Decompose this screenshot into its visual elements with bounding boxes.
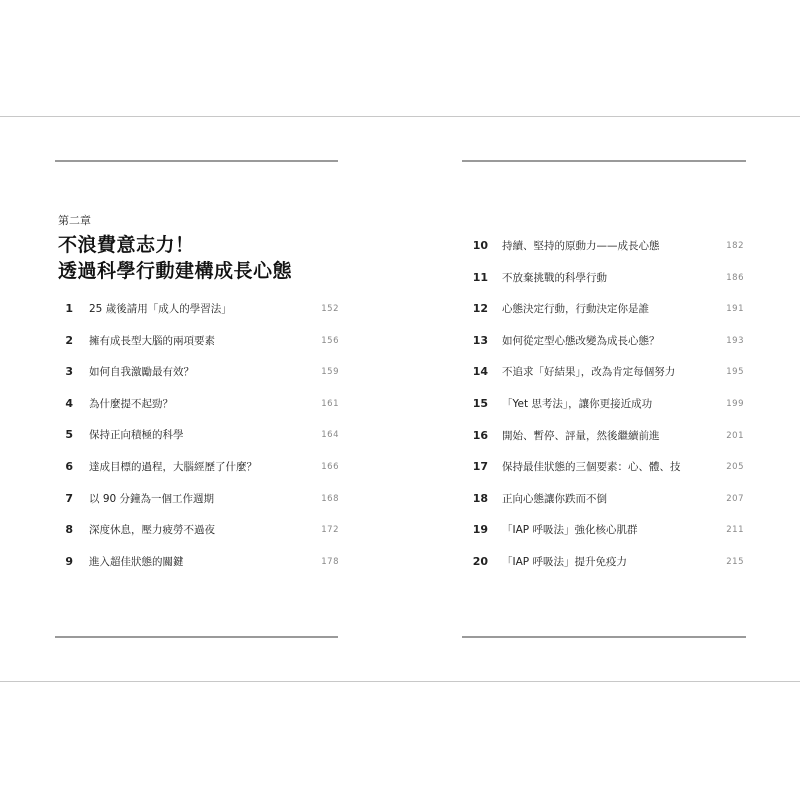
- toc-entry[interactable]: [462, 268, 744, 288]
- toc-entry-number: 10: [472, 239, 488, 252]
- toc-entry-title: 正向心態讓你跌而不倒: [502, 492, 607, 505]
- toc-entry-page-number: 195: [726, 367, 744, 378]
- toc-entry-title: 以 90 分鐘為一個工作週期: [89, 492, 215, 505]
- toc-entry-page-number: 193: [726, 335, 744, 346]
- toc-entry-page-number: 207: [726, 493, 744, 504]
- toc-entry[interactable]: [57, 489, 339, 509]
- chapter-title-line-2: 透過科學行動建構成長心態: [58, 260, 293, 282]
- toc-entry[interactable]: [462, 331, 744, 351]
- toc-entry[interactable]: [462, 394, 744, 414]
- toc-entry[interactable]: [57, 457, 339, 477]
- toc-entry[interactable]: [57, 299, 339, 319]
- toc-entry-title: 持續、堅持的原動力——成長心態: [502, 240, 660, 252]
- toc-entry-page-number: 191: [726, 304, 744, 315]
- toc-entry[interactable]: [57, 520, 339, 540]
- chapter-title-line-1: 不浪費意志力！: [58, 234, 195, 256]
- toc-entry-number: 16: [472, 428, 488, 442]
- toc-entry[interactable]: [462, 489, 744, 509]
- toc-entry[interactable]: [462, 552, 744, 572]
- right-bottom-rule: [462, 636, 746, 638]
- toc-entry-title: 如何從定型心態改變為成長心態？: [502, 334, 660, 347]
- toc-entry-title: 保持正向積極的科學: [89, 429, 184, 442]
- toc-entry-title: 達成目標的過程，大腦經歷了什麼？: [89, 461, 257, 473]
- toc-entry-title: 25 歲後請用「成人的學習法」: [89, 303, 232, 315]
- toc-entry[interactable]: [57, 362, 339, 382]
- toc-entry[interactable]: [462, 362, 744, 382]
- toc-entry-page-number: 205: [726, 462, 744, 473]
- toc-entry-page-number: 211: [726, 525, 744, 536]
- toc-entry-number: 18: [472, 491, 488, 505]
- toc-entry[interactable]: [462, 236, 744, 256]
- toc-entry-title: 如何自我激勵最有效？: [89, 366, 194, 379]
- toc-entry[interactable]: [462, 426, 744, 446]
- toc-entry-title: 「Yet 思考法」，讓你更接近成功: [502, 398, 653, 410]
- toc-entry-title: 保持最佳狀態的三個要素：心、體、技: [502, 461, 681, 474]
- toc-entry-number: 12: [472, 302, 488, 316]
- toc-entry[interactable]: [57, 394, 339, 414]
- toc-entry-page-number: 178: [321, 556, 339, 567]
- toc-entry-page-number: 186: [726, 272, 744, 283]
- toc-entry-page-number: 164: [321, 430, 339, 441]
- chapter-label: 第二章: [58, 214, 91, 227]
- toc-entry-number: 13: [472, 333, 488, 347]
- toc-entry-title: 「IAP 呼吸法」提升免疫力: [502, 556, 627, 568]
- toc-entry-page-number: 166: [321, 462, 339, 472]
- toc-entry-number: 11: [472, 270, 488, 284]
- toc-entry-page-number: 156: [321, 335, 339, 346]
- right-top-rule: [462, 160, 746, 162]
- toc-entry-number: 1: [65, 302, 73, 315]
- toc-entry-page-number: 201: [726, 430, 744, 441]
- toc-entry-page-number: 159: [321, 367, 339, 378]
- left-top-rule: [55, 160, 338, 162]
- toc-entry-title: 擁有成長型大腦的兩項要素: [89, 334, 215, 347]
- toc-entry-page-number: 168: [321, 493, 339, 504]
- toc-entry-page-number: 152: [321, 304, 339, 314]
- toc-entry-number: 17: [472, 460, 488, 474]
- toc-entry-title: 開始、暫停、評量，然後繼續前進: [502, 429, 660, 442]
- toc-entry[interactable]: [462, 520, 744, 540]
- toc-entry-page-number: 215: [726, 557, 744, 567]
- toc-entry-page-number: 172: [321, 525, 339, 536]
- toc-entry[interactable]: [57, 552, 339, 572]
- toc-entry-number: 20: [472, 555, 488, 568]
- toc-entry-number: 8: [65, 523, 73, 537]
- left-bottom-rule: [55, 636, 338, 638]
- toc-entry-number: 14: [472, 365, 488, 379]
- toc-entry-page-number: 182: [726, 241, 744, 251]
- toc-entry[interactable]: [462, 457, 744, 477]
- toc-entry-number: 5: [65, 428, 73, 442]
- toc-entry-title: 深度休息，壓力疲勞不過夜: [89, 524, 215, 537]
- toc-entry-number: 6: [65, 460, 73, 473]
- toc-entry-title: 心態決定行動，行動決定你是誰: [502, 303, 649, 316]
- toc-entry-number: 7: [65, 491, 73, 505]
- toc-entry-number: 15: [472, 397, 488, 410]
- toc-entry-number: 2: [65, 333, 73, 347]
- toc-entry-title: 「IAP 呼吸法」強化核心肌群: [502, 524, 638, 537]
- toc-entry-number: 4: [65, 396, 73, 410]
- toc-entry-title: 不放棄挑戰的科學行動: [502, 271, 607, 284]
- toc-entry-number: 19: [472, 523, 488, 537]
- toc-entry-title: 不追求「好結果」，改為肯定每個努力: [502, 366, 676, 379]
- toc-entry[interactable]: [57, 425, 339, 445]
- toc-entry[interactable]: [57, 331, 339, 351]
- toc-entry[interactable]: [462, 299, 744, 319]
- toc-entry-number: 9: [65, 554, 73, 568]
- toc-entry-title: 為什麼提不起勁？: [89, 397, 173, 410]
- toc-entry-number: 3: [65, 365, 73, 379]
- toc-entry-title: 進入超佳狀態的關鍵: [89, 555, 184, 568]
- toc-entry-page-number: 161: [321, 398, 339, 409]
- toc-entry-page-number: 199: [726, 399, 744, 409]
